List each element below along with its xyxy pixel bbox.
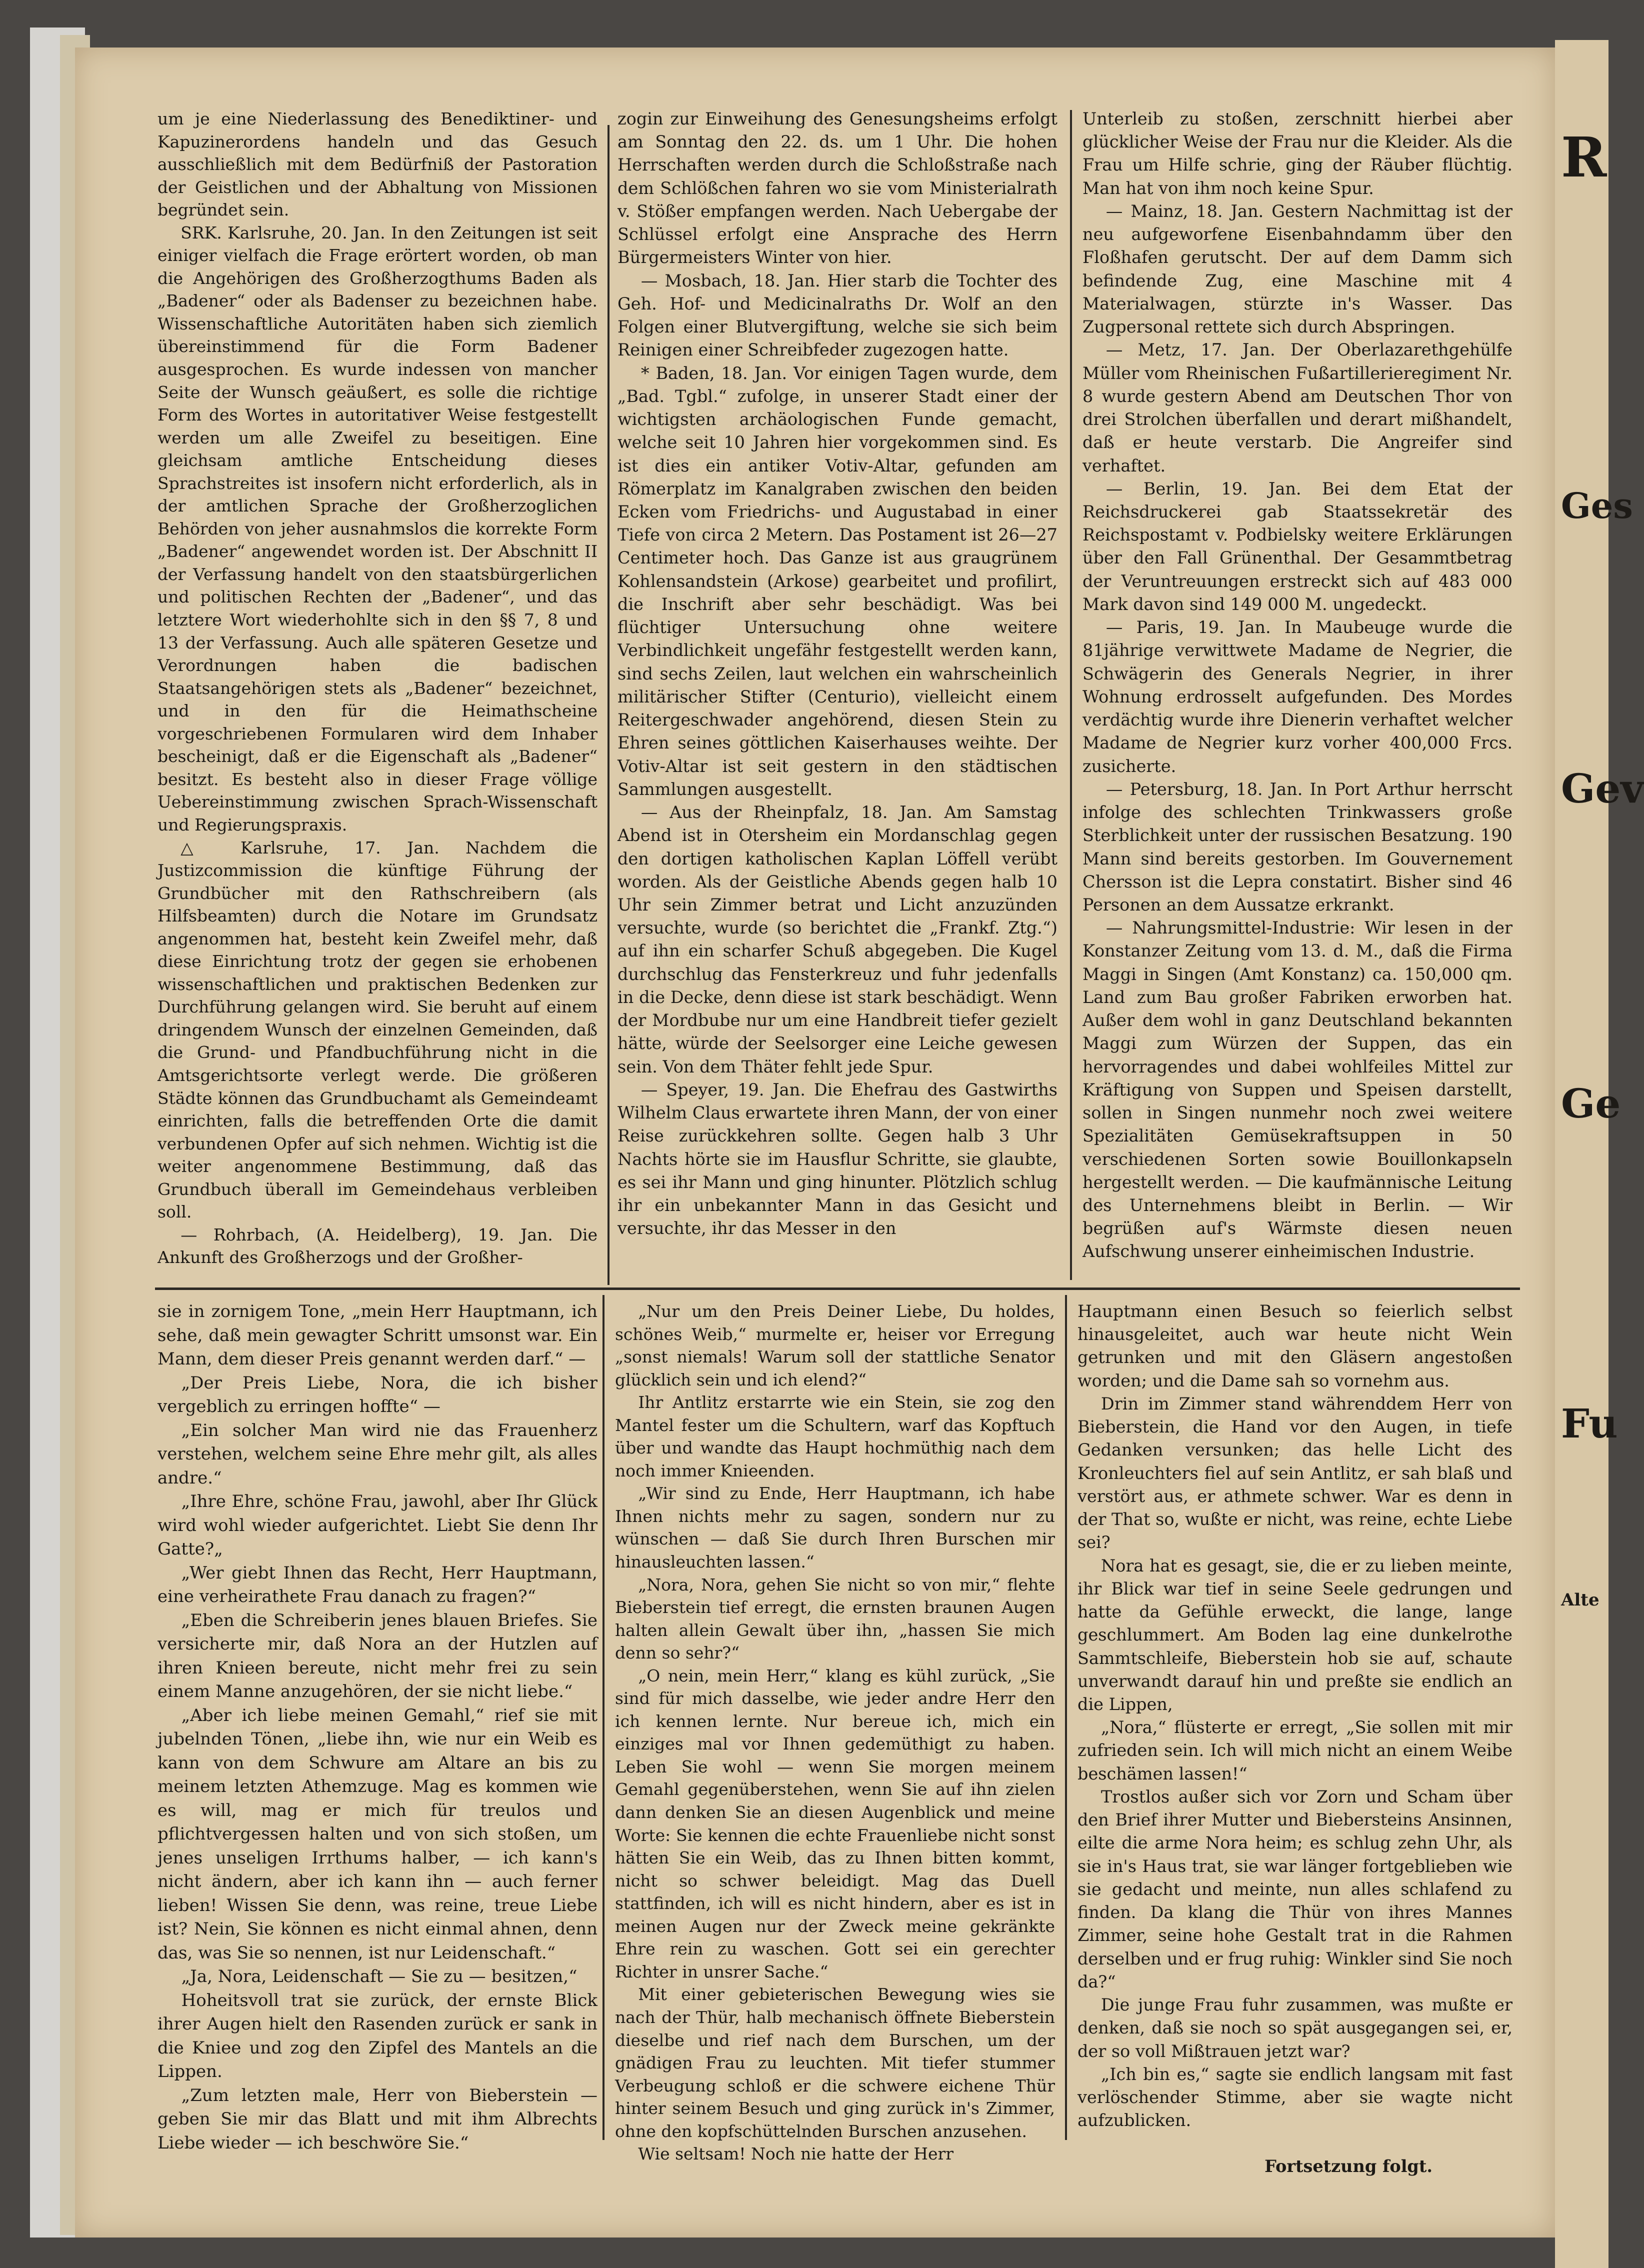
story-paragraph: Ihr Antlitz erstarrte wie ein Stein, sie zog den Mantel fester um die Schultern, warf das Kopftuch über und wandte das Haupt hochmüthig nach dem noch immer Knieenden. (615, 1392, 1055, 1480)
news-paragraph: — Nahrungsmittel-Industrie: Wir lesen in der Konstanzer Zeitung vom 13. d. M., daß die Firma Maggi in Singen (Amt Konstanz) ca. 150,000 qm. Land zum Bau großer Fabriken erworben hat. Außer dem wohl in ganz Deutschland bekannten Maggi zum Würzen der Suppen, das ein hervorragendes und dabei wohlfeiles Mittel zur Kräftigung von Suppen und Speisen darstellt, sollen in Singen nunmehr noch zwei weitere Spezialitäten Gemüsekraftsuppen in 50 verschiedenen Sorten sowie Bouillonkapseln hergestellt werden. — Die kaufmännische Leitung des Unternehmens bleibt in Berlin. — Wir begrüßen auf's Wärmste diesen neuen Aufschwung unserer einheimischen Industrie. (1082, 918, 1512, 1262)
news-paragraph: — Speyer, 19. Jan. Die Ehefrau des Gastwirths Wilhelm Claus erwartete ihren Mann, der von einer Reise zurückkehren sollte. Gegen halb 3 Uhr Nachts hörte sie im Hausflur Schritte, sie glaubte, es sei ihr Mann und ging hinunter. Plötzlich schlug ihr ein unbekannter Mann in das Gesicht und versuchte, ihr das Messer in den (618, 1080, 1058, 1238)
news-paragraph: — Aus der Rheinpfalz, 18. Jan. Am Samstag Abend ist in Otersheim ein Mordanschlag gegen den dortigen katholischen Kaplan Löffell verübt worden. Als der Geistliche Abends gegen halb 10 Uhr sein Zimmer betrat und Licht anzuzünden versuchte, wurde (so berichtet die „Frankf. Ztg.“) auf ihn ein scharfer Schuß abgegeben. Die Kugel durchschlug das Fensterkreuz und fuhr jedenfalls in die Decke, denn diese ist stark beschädigt. Wenn der Mordbube nur um eine Handbreit tiefer gezielt hätte, würde der Seelsorger eine Leiche gewesen sein. Von dem Thäter fehlt jede Spur. (618, 802, 1058, 1076)
news-paragraph: — Mosbach, 18. Jan. Hier starb die Tochter des Geh. Hof- und Medicinalraths Dr. Wolf an den Folgen einer Blutvergiftung, welche sie sich beim Reinigen einer Schreibfeder zugezogen hatte. (618, 270, 1058, 360)
story-paragraph: Wie seltsam! Noch nie hatte der Herr (638, 2144, 954, 2164)
news-paragraph: * Baden, 18. Jan. Vor einigen Tagen wurde, dem „Bad. Tgbl.“ zufolge, in unserer Stadt einer der wichtigsten archäologischen Funde gemacht, welche seit 10 Jahren hier vorgekommen sind. Es ist dies ein antiker Votiv-Altar, gefunden am Römerplatz im Kanalgraben zwischen den beiden Ecken vom Friedrichs- und Augustabad in einer Tiefe von circa 2 Metern. Das Postament ist 26—27 Centimeter hoch. Das Ganze ist aus graugrünem Kohlensandstein (Arkose) gearbeitet und profilirt, die Inschrift aber sehr beschädigt. Was bei flüchtiger Untersuchung ohne weitere Verbindlichkeit ungefähr festgestellt werden kann, sind sechs Zeilen, laut welchen ein wahrscheinlich militärischer Stifter (Centurio), vielleicht einem Reitergeschwader angehörend, diesen Stein zu Ehren seines göttlichen Kaiserhauses weihte. Der Votiv-Altar ist seit gestern in den städtischen Sammlungen ausgestellt. (618, 363, 1058, 799)
story-paragraph: „Wer giebt Ihnen das Recht, Herr Hauptmann, eine verheirathete Frau danach zu fragen?“ (158, 1562, 598, 1606)
story-paragraph: Nora hat es gesagt, sie, die er zu lieben meinte, ihr Blick war tief in seine Seele gedrungen und hatte da Gefühle erweckt, die lange, lange geschlummert. Am Boden lag eine dunkelrothe Sammtschleife, Bieberstein hob sie auf, schaute unverwandt darauf hin und preßte sie endlich an die Lippen, (1078, 1556, 1512, 1714)
story-paragraph: Hauptmann einen Besuch so feierlich selbst hinausgeleitet, auch war heute nicht Wein getrunken und mit den Gläsern angestoßen worden; und die Dame sah so vornehm aus. (1078, 1302, 1512, 1390)
news-column-2 (618, 108, 1058, 1240)
news-paragraph: — Petersburg, 18. Jan. In Port Arthur herrscht infolge des schlechten Trinkwassers große Sterblichkeit unter der russischen Besatzung. 190 Mann sind bereits gestorben. Im Gouvernement Chersson ist die Lepra constatirt. Bisher sind 46 Personen an dem Aussatze erkrankt. (1082, 779, 1512, 914)
story-paragraph: „Nora, Nora, gehen Sie nicht so von mir,“ flehte Bieberstein tief erregt, die ernsten braunen Augen halten allein Gewalt über ihn, „hassen Sie mich denn so sehr?“ (615, 1574, 1055, 1663)
edge-fragment: Alte (1561, 1590, 1600, 1610)
continued-note: Fortsetzung folgt. (1264, 2156, 1432, 2176)
story-paragraph: „Ich bin es,“ sagte sie endlich langsam mit fast verlöschender Stimme, aber sie wagte nicht aufzublicken. (1078, 2064, 1512, 2130)
story-paragraph: Hoheitsvoll trat sie zurück, der ernste Blick ihrer Augen hielt den Rasenden zurück er sank in die Kniee und zog den Zipfel des Mantels an die Lippen. (158, 1990, 598, 2082)
edge-fragment: Fu (1561, 1400, 1618, 1447)
news-paragraph: zogin zur Einweihung des Genesungsheims erfolgt am Sonntag den 22. ds. um 1 Uhr. Die hohen Herrschaften werden durch die Schloßstraße nach dem Schlößchen fahren wo sie vom Ministerialrath v. Stößer empfangen werden. Nach Uebergabe der Schlüssel erfolgt eine Ansprache des Herrn Bürgermeisters Winter von hier. (618, 109, 1058, 268)
column-rule (1065, 1295, 1067, 2140)
news-paragraph: — Mainz, 18. Jan. Gestern Nachmittag ist der neu aufgeworfene Eisenbahndamm über den Floßhafen gerutscht. Der auf dem Damm sich befindende Zug, eine Maschine mit 4 Materialwagen, stürzte in's Wasser. Das Zugpersonal rettete sich durch Abspringen. (1082, 201, 1512, 337)
story-paragraph: „Aber ich liebe meinen Gemahl,“ rief sie mit jubelnden Tönen, „liebe ihn, wie nur ein Weib es kann von dem Schwure am Altare an bis zu meinem letzten Athemzuge. Mag es kommen wie es will, mag er mich für treulos und pflichtvergessen halten und von sich stoßen, um jenes unseligen Irrthums halber, — ich kann's nicht ändern, aber ich kann ihn — auch ferner lieben! Wissen Sie denn, was reine, treue Liebe ist? Nein, Sie können es nicht einmal ahnen, denn das, was Sie so nennen, ist nur Leidenschaft.“ (158, 1705, 598, 1963)
story-paragraph: „Wir sind zu Ende, Herr Hauptmann, ich habe Ihnen nichts mehr zu sagen, sondern nur zu wünschen — daß Sie durch Ihren Burschen mir hinausleuchten lassen.“ (615, 1484, 1055, 1572)
news-paragraph: um je eine Niederlassung des Benediktiner- und Kapuzinerordens handeln und das Gesuch ausschließlich mit dem Bedürfniß der Pastoration der Geistlichen und der Abhaltung von Missionen begründet sein. (158, 109, 598, 220)
column-rule (1070, 110, 1072, 1280)
story-paragraph: „O nein, mein Herr,“ klang es kühl zurück, „Sie sind für mich dasselbe, wie jeder andre Herr den ich kennen lernte. Nur bereue ich, mich ein einziges mal vor Ihnen gedemüthigt zu haben. Leben Sie wohl — wenn Sie morgen meinem Gemahl gegenüberstehen, wenn Sie auf ihn zielen dann denken Sie an diesen Augenblick und meine Worte: Sie kennen die echte Frauenliebe nicht sonst hätten Sie ein Weib, das zu Ihnen bitten kommt, nicht so schwer beleidigt. Mag das Duell stattfinden, ich will es nicht hindern, aber es ist in meinen Augen nur der Zweck meine gekränkte Ehre rein zu waschen. Gott sei ein gerechter Richter in unsrer Sache.“ (615, 1666, 1055, 1982)
story-paragraph: „Eben die Schreiberin jenes blauen Briefes. Sie versicherte mir, daß Nora an der Hutzlen auf ihren Knieen bereute, nicht mehr frei zu sein einem Manne anzugehören, der sie nicht liebe.“ (158, 1610, 598, 1702)
story-paragraph: Mit einer gebieterischen Bewegung wies sie nach der Thür, halb mechanisch öffnete Bieberstein dieselbe und rief nach dem Burschen, um der gnädigen Frau zu leuchten. Mit tiefer stummer Verbeugung schloß er die schwere eichene Thür hinter seinem Besuch und ging zurück in's Zimmer, ohne den kopfschüttelnden Burschen anzusehen. (615, 1984, 1055, 2141)
news-column-3 (1082, 108, 1512, 1264)
story-paragraph: „Ihre Ehre, schöne Frau, jawohl, aber Ihr Glück wird wohl wieder aufgerichtet. Liebt Sie denn Ihr Gatte?„ (158, 1492, 598, 1559)
story-paragraph: „Der Preis Liebe, Nora, die ich bisher vergeblich zu erringen hoffte“ — (158, 1372, 598, 1416)
section-divider (155, 1288, 1520, 1290)
column-rule (608, 125, 610, 1285)
column-rule (602, 1295, 604, 2140)
story-paragraph: „Nora,“ flüsterte er erregt, „Sie sollen mit mir zufrieden sein. Ich will mich nicht an einem Weibe beschämen lassen!“ (1078, 1718, 1512, 1784)
news-paragraph: — Berlin, 19. Jan. Bei dem Etat der Reichsdruckerei gab Staatssekretär des Reichspostamt v. Podbielsky weitere Erklärungen über den Fall Grünenthal. Der Gesammtbetrag der Veruntreuungen erstreckt sich auf 483 000 Mark davon sind 149 000 M. ungedeckt. (1082, 478, 1512, 614)
news-paragraph: SRK. Karlsruhe, 20. Jan. In den Zeitungen ist seit einiger vielfach die Frage erörtert worden, ob man die Angehörigen des Großherzogthums Baden als „Badener“ oder als Badenser zu bezeichnen habe. Wissenschaftliche Autoritäten haben sich ziemlich übereinstimmend für die Form Badener ausgesprochen. Es wurde indessen von mancher Seite der Wunsch geäußert, es solle die richtige Form des Wortes in autoritativer Weise festgestellt werden um alle Zweifel zu beseitigen. Eine gleichsam amtliche Entscheidung dieses Sprachstreites ist insofern nicht erforderlich, als in der amtlichen Sprache der Großherzoglichen Behörden von jeher ausnahmslos die korrekte Form „Badener“ angewendet worden ist. Der Abschnitt II der Verfassung handelt von den staatsbürgerlichen und politischen Rechten der „Badener“, und das letztere Wort wiederhohlte sich in den §§ 7, 8 und 13 der Verfassung. Auch alle späteren Gesetze und Verordnungen haben die badischen Staatsangehörigen stets als „Badener“ bezeichnet, und in den für die Heimathscheine vorgeschriebenen Formularen wird dem Inhaber bescheinigt, daß er die Eigenschaft als „Badener“ besitzt. Es besteht also in dieser Frage völlige Uebereinstimmung zwischen Sprach-Wissenschaft und Regierungspraxis. (158, 222, 598, 834)
news-paragraph: — Rohrbach, (A. Heidelberg), 19. Jan. Die Ankunft des Großherzogs und der Großher- (158, 1224, 598, 1268)
news-paragraph: △ Karlsruhe, 17. Jan. Nachdem die Justizcommission die künftige Führung der Grundbücher mit den Rathschreibern (als Hilfsbeamten) durch die Notare im Grundsatz angenommen hat, besteht kein Zweifel mehr, daß diese Einrichtung trotz der gegen sie erhobenen wissenschaftlichen und praktischen Bedenken zur Durchführung gelangen wird. Sie beruht auf einem dringendem Wunsch der einzelnen Gemeinden, daß die Grund- und Pfandbuchführung nicht in die Amtsgerichtsorte verlegt werde. Die größeren Städte können das Grundbuchamt als Gemeindeamt einrichten, falls die betreffenden Orte die damit verbundenen Opfer auf sich nehmen. Wichtig ist die weiter angenommene Bestimmung, daß das Grundbuch überall im Gemeindehaus verbleiben soll. (158, 838, 598, 1222)
news-paragraph: Unterleib zu stoßen, zerschnitt hierbei aber glücklicher Weise der Frau nur die Kleider. Als die Frau um Hilfe schrie, ging der Räuber flüchtig. Man hat von ihm noch keine Spur. (1082, 109, 1512, 198)
news-column-1 (158, 108, 598, 1269)
news-paragraph: — Paris, 19. Jan. In Maubeuge wurde die 81jährige verwittwete Madame de Negrier, die Schwägerin des Generals Negrier, in ihrer Wohnung erdrosselt aufgefunden. Des Mordes verdächtig wurde ihre Dienerin verhaftet welcher Madame de Negrier kurz vorher 400,000 Frcs. zusicherte. (1082, 618, 1512, 776)
edge-fragment: Ge (1561, 1080, 1621, 1127)
story-column-1 (158, 1300, 598, 2155)
edge-fragment: R (1561, 125, 1607, 190)
facing-page-edge (1555, 40, 1644, 2268)
story-paragraph: Drin im Zimmer stand währenddem Herr von Bieberstein, die Hand vor den Augen, in tiefe Gedanken versunken; das helle Licht des Kronleuchters fiel auf sein Antlitz, er sah blaß und verstört aus, er athmete schwer. War es denn in der That so, wußte er nicht, was reine, echte Liebe sei? (1078, 1394, 1512, 1552)
edge-fragment: Ges (1561, 485, 1633, 526)
story-column-2 (615, 1300, 1055, 2166)
story-paragraph: Trostlos außer sich vor Zorn und Scham über den Brief ihrer Mutter und Biebersteins Ansinnen, eilte die arme Nora heim; es schlug zehn Uhr, als sie in's Haus trat, sie war länger fortgeblieben wie sie gedacht und meinte, nun alles schlafend zu finden. Da klang die Thür von ihres Mannes Zimmer, seine hohe Gestalt trat in die Rahmen derselben und er frug ruhig: Winkler sind Sie noch da?“ (1078, 1786, 1512, 1992)
story-paragraph: „Ein solcher Man wird nie das Frauenherz verstehen, welchem seine Ehre mehr gilt, als alles andre.“ (158, 1420, 598, 1488)
story-paragraph: sie in zornigem Tone, „mein Herr Hauptmann, ich sehe, daß mein gewagter Schritt umsonst war. Ein Mann, dem dieser Preis genannt werden darf.“ — (158, 1302, 598, 1369)
story-paragraph: „Zum letzten male, Herr von Bieberstein — geben Sie mir das Blatt und mit ihm Albrechts Liebe wieder — ich beschwöre Sie.“ (158, 2085, 598, 2153)
news-paragraph: — Metz, 17. Jan. Der Oberlazarethgehülfe Müller vom Rheinischen Fußartillerieregiment Nr. 8 wurde gestern Abend am Deutschen Thor von drei Strolchen überfallen und derart mißhandelt, daß er heute verstarb. Die Angreifer sind verhaftet. (1082, 340, 1512, 476)
story-column-3 (1078, 1300, 1512, 2178)
edge-fragment: Gev (1561, 765, 1644, 812)
story-paragraph: „Ja, Nora, Leidenschaft — Sie zu — besitzen,“ (181, 1966, 578, 1986)
story-paragraph: Die junge Frau fuhr zusammen, was mußte er denken, daß sie noch so spät ausgegangen sei, er, der so voll Mißtrauen jetzt war? (1078, 1995, 1512, 2061)
story-paragraph: „Nur um den Preis Deiner Liebe, Du holdes, schönes Weib,“ murmelte er, heiser vor Erregung „sonst niemals! Warum soll der stattliche Senator glücklich sein und ich elend?“ (615, 1302, 1055, 1390)
